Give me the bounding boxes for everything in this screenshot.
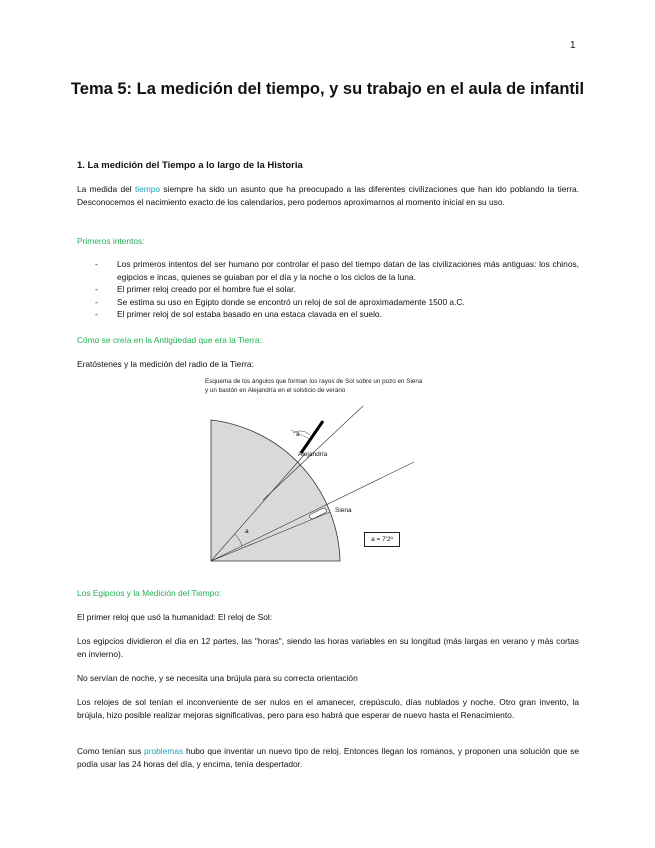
list-item-text: Los primeros intentos del ser humano por controlar el paso del tiempo datan de las civilizaciones más antiguas: los chinos, egipcios e incas, quienes se guiaban por el día y la noche o los ciclos de la luna. — [117, 259, 579, 282]
intro-text-after: siempre ha sido un asunto que ha preocupado a las diferentes civilizaciones que han ido poblando la tierra. Desconocemos el nacimiento exacto de los calendarios, pero podemos aproximarnos al momento inicial en su uso. — [77, 184, 579, 207]
list-item — [77, 283, 579, 296]
page-number: 1 — [570, 40, 576, 51]
section-heading-medicion: 1. La medición del Tiempo a lo largo de la Historia — [77, 160, 303, 171]
list-item — [77, 308, 579, 321]
label-a-center: a — [245, 528, 249, 535]
problemas-text-before: Como tenían sus — [77, 746, 145, 756]
paragraph-noche: No servían de noche, y se necesita una brújula para su correcta orientación — [77, 673, 358, 683]
egipcios-heading: Los Egipcios y la Medición del Tiempo: — [77, 588, 222, 598]
label-a-top: a — [296, 431, 300, 438]
list-item-text: El primer reloj de sol estaba basado en una estaca clavada en el suelo. — [117, 309, 382, 320]
list-item — [77, 258, 579, 283]
paragraph-inconveniente: Los relojes de sol tenían el inconveniente de ser nulos en el amanecer, crepúsculo, días nublados y noche. Otro gran invento, la brújula, hizo posible realizar mejoras significativas, pero para eso habrá que esperar de nuevo hasta el Renacimiento. — [77, 697, 579, 720]
antiguedad-heading: Cómo se creía en la Antigüedad que era la Tierra: — [77, 335, 262, 345]
label-alejandria: Alejandría — [298, 451, 328, 458]
intro-text-before: La medida del — [77, 184, 135, 194]
eratostenes-line: Eratóstenes y la medición del radio de la Tierra: — [77, 359, 254, 369]
paragraph-problemas — [77, 745, 579, 770]
intro-paragraph — [77, 183, 579, 208]
bullet-dash: - — [95, 296, 98, 307]
label-siena: Siena — [335, 507, 352, 514]
figure-caption: Esquema de los ángulos que forman los rayos de Sol sobre un pozo en Siena y un bastón en Alejandría en el solsticio de verano — [205, 378, 423, 394]
list-item-text: Se estima su uso en Egipto donde se encontró un reloj de sol de aproximadamente 1500 a.C. — [117, 296, 465, 307]
primeros-intentos-list — [77, 258, 579, 321]
bullet-dash: - — [95, 284, 98, 295]
earth-quarter — [211, 420, 340, 561]
bullet-dash: - — [95, 259, 98, 269]
page-title: Tema 5: La medición del tiempo, y su trabajo en el aula de infantil — [70, 80, 585, 98]
primeros-intentos-heading: Primeros intentos: — [77, 236, 145, 246]
tiempo-link[interactable]: tiempo — [134, 184, 161, 194]
stick-alejandria — [301, 421, 323, 453]
problemas-link[interactable]: problemas — [144, 746, 184, 756]
angle-value-box: a = 7'2º — [364, 532, 400, 547]
problemas-text-after: hubo que inventar un nuevo tipo de reloj. Entonces llegan los romanos, y proponen una solución que se podía usar las 24 horas del día, y encima, tenía despertador. — [77, 746, 579, 769]
eratostenes-figure — [205, 378, 423, 574]
angle-guide-top — [291, 430, 310, 439]
paragraph-horas: Los egipcios dividieron el día en 12 partes, las "horas", siendo las horas variables en su longitud (más largas en verano y más cortas en invierno). — [77, 636, 579, 659]
list-item-text: El primer reloj creado por el hombre fue el solar. — [117, 284, 296, 295]
list-item — [77, 296, 579, 309]
reloj-sol-line: El primer reloj que usó la humanidad: El reloj de Sol: — [77, 612, 273, 622]
bullet-dash: - — [95, 309, 98, 320]
